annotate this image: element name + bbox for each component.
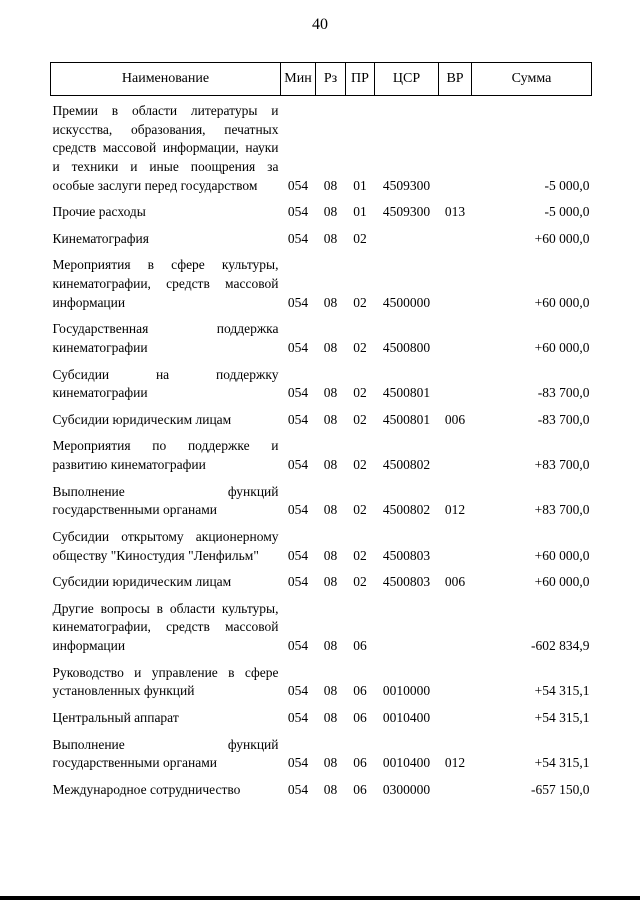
cell-csr: 4500803	[382, 547, 431, 563]
cell-min: 054	[287, 638, 309, 653]
cell-vr	[439, 431, 472, 476]
cell-vr: 006	[444, 574, 466, 590]
cell-vr	[439, 96, 472, 198]
cell-name: Выполнение функций государственными органами	[52, 483, 279, 518]
cell-vr	[439, 224, 472, 251]
cell-name: Премии в области литературы и искусства, образования, печатных средств массовой информации, науки и техники и иные поощрения за особые заслуги перед государством	[52, 103, 279, 193]
cell-csr: 0300000	[382, 781, 431, 797]
cell-name: Государственная поддержка кинематографии	[52, 321, 279, 355]
cell-summa: +60 000,0	[534, 547, 590, 563]
cell-pr: 02	[353, 457, 367, 472]
table-row	[51, 775, 592, 802]
cell-name: Субсидии открытому акционерному обществу "Киностудия "Ленфильм"	[52, 528, 279, 563]
cell-pr: 06	[353, 683, 367, 699]
cell-csr: 4509300	[382, 204, 431, 220]
cell-summa: +54 315,1	[534, 709, 590, 725]
cell-name: Руководство и управление в сфере установленных функций	[52, 664, 279, 699]
cell-rz: 08	[323, 339, 338, 355]
cell-pr: 01	[353, 204, 367, 220]
cell-csr: 4500800	[382, 339, 431, 355]
cell-vr	[439, 594, 472, 658]
column-header-name: Наименование	[51, 63, 281, 96]
cell-vr: 013	[444, 204, 466, 220]
table-body	[51, 96, 592, 802]
cell-pr: 06	[353, 781, 367, 797]
cell-pr: 02	[353, 385, 367, 401]
cell-min: 054	[287, 385, 309, 401]
budget-table	[50, 62, 592, 801]
cell-rz: 08	[323, 781, 338, 797]
cell-min: 054	[287, 294, 309, 310]
cell-summa: +83 700,0	[534, 457, 590, 472]
cell-min: 054	[287, 177, 309, 193]
page-number: 40	[312, 16, 328, 33]
cell-summa: -602 834,9	[531, 638, 590, 653]
cell-vr: 006	[444, 411, 466, 427]
cell-rz: 08	[323, 177, 338, 193]
cell-rz: 08	[323, 574, 338, 590]
cell-rz: 08	[323, 547, 338, 563]
cell-rz: 08	[323, 683, 338, 699]
cell-name: Мероприятия в сфере культуры, кинематографии, средств массовой информации	[52, 257, 279, 310]
column-header-min: Мин	[281, 63, 316, 96]
cell-name: Выполнение функций государственными органами	[52, 736, 279, 771]
cell-pr: 06	[353, 755, 367, 771]
table-row	[51, 522, 592, 567]
column-header-rz: Рз	[316, 63, 346, 96]
cell-min: 054	[287, 755, 309, 771]
cell-vr	[439, 314, 472, 359]
cell-csr: 4509300	[382, 177, 431, 193]
table-row	[51, 594, 592, 658]
table-header-row	[51, 63, 592, 96]
cell-min: 054	[287, 574, 309, 590]
table-row	[51, 477, 592, 522]
cell-rz: 08	[323, 638, 338, 653]
cell-name: Кинематография	[52, 230, 149, 246]
cell-pr: 06	[353, 709, 367, 725]
cell-vr	[439, 360, 472, 405]
table-header	[51, 63, 592, 96]
cell-pr: 02	[353, 502, 367, 518]
page-bottom-rule	[0, 896, 640, 900]
cell-summa: -657 150,0	[531, 781, 590, 797]
cell-summa: -5 000,0	[544, 177, 590, 193]
cell-pr: 06	[353, 638, 367, 653]
cell-pr: 02	[353, 574, 367, 590]
cell-summa: +54 315,1	[534, 755, 590, 771]
cell-csr: 0010400	[382, 709, 431, 725]
column-header-vr: ВР	[439, 63, 472, 96]
cell-summa: +60 000,0	[534, 574, 590, 590]
cell-min: 054	[287, 204, 309, 220]
cell-rz: 08	[323, 230, 338, 246]
table-row	[51, 314, 592, 359]
cell-csr: 0010000	[382, 683, 431, 699]
cell-rz: 08	[323, 755, 338, 771]
cell-rz: 08	[323, 385, 338, 401]
cell-min: 054	[287, 781, 309, 797]
cell-min: 054	[287, 709, 309, 725]
cell-name: Мероприятия по поддержке и развитию кинематографии	[52, 438, 279, 472]
cell-rz: 08	[323, 457, 338, 472]
cell-summa: +60 000,0	[534, 230, 590, 246]
cell-name: Прочие расходы	[52, 204, 146, 220]
cell-vr	[439, 250, 472, 314]
cell-vr	[439, 703, 472, 730]
cell-pr: 02	[353, 547, 367, 563]
cell-rz: 08	[323, 204, 338, 220]
column-header-summa: Сумма	[472, 63, 592, 96]
table-row	[51, 197, 592, 224]
budget-table-container	[50, 62, 591, 801]
cell-name: Субсидии на поддержку кинематографии	[52, 366, 279, 401]
cell-rz: 08	[323, 709, 338, 725]
cell-vr	[439, 775, 472, 802]
cell-csr: 4500802	[382, 457, 431, 472]
cell-csr: 4500802	[382, 502, 431, 518]
cell-pr: 02	[353, 294, 367, 310]
cell-vr	[439, 522, 472, 567]
cell-csr: 4500801	[382, 385, 431, 401]
cell-vr: 012	[444, 502, 466, 518]
column-header-csr: ЦСР	[375, 63, 439, 96]
cell-pr: 02	[353, 339, 367, 355]
cell-summa: -83 700,0	[537, 411, 590, 427]
cell-min: 054	[287, 411, 309, 427]
cell-name: Субсидии юридическим лицам	[52, 411, 232, 427]
cell-pr: 01	[353, 177, 367, 193]
table-row	[51, 405, 592, 432]
table-row	[51, 360, 592, 405]
cell-summa: +60 000,0	[534, 339, 590, 355]
cell-min: 054	[287, 230, 309, 246]
cell-csr: 4500803	[382, 574, 431, 590]
cell-pr: 02	[353, 230, 367, 246]
cell-csr	[375, 594, 439, 658]
cell-min: 054	[287, 502, 309, 518]
cell-csr: 4500801	[382, 411, 431, 427]
cell-pr: 02	[353, 411, 367, 427]
cell-summa: -83 700,0	[537, 385, 590, 401]
table-row	[51, 96, 592, 198]
cell-name: Другие вопросы в области культуры, кинематографии, средств массовой информации	[52, 600, 279, 653]
cell-rz: 08	[323, 502, 338, 518]
table-row	[51, 567, 592, 594]
table-row	[51, 730, 592, 775]
cell-csr: 4500000	[382, 294, 431, 310]
cell-min: 054	[287, 339, 309, 355]
table-row	[51, 658, 592, 703]
cell-min: 054	[287, 547, 309, 563]
cell-rz: 08	[323, 294, 338, 310]
cell-summa: +83 700,0	[534, 502, 590, 518]
cell-rz: 08	[323, 411, 338, 427]
cell-summa: -5 000,0	[544, 204, 590, 220]
table-row	[51, 224, 592, 251]
table-row	[51, 250, 592, 314]
cell-csr: 0010400	[382, 755, 431, 771]
cell-name: Субсидии юридическим лицам	[52, 574, 232, 590]
cell-summa: +60 000,0	[534, 294, 590, 310]
cell-name: Центральный аппарат	[52, 709, 179, 725]
cell-summa: +54 315,1	[534, 683, 590, 699]
table-row	[51, 431, 592, 476]
cell-csr	[375, 224, 439, 251]
column-header-pr: ПР	[346, 63, 375, 96]
cell-vr	[439, 658, 472, 703]
cell-min: 054	[287, 683, 309, 699]
cell-min: 054	[287, 457, 309, 472]
cell-name: Международное сотрудничество	[52, 781, 241, 797]
table-row	[51, 703, 592, 730]
cell-vr: 012	[444, 755, 466, 771]
